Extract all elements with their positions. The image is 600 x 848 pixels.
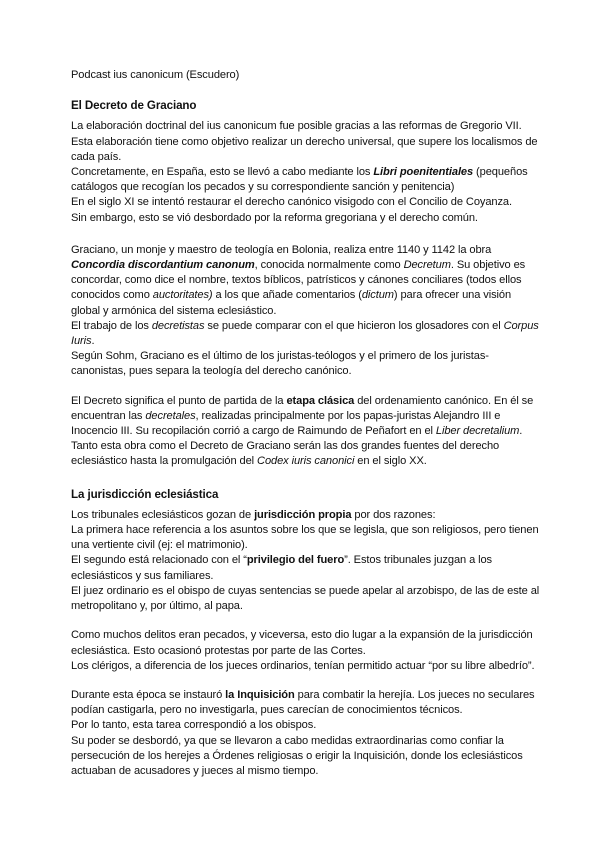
document-header: Podcast ius canonicum (Escudero) (71, 69, 240, 81)
paragraph: En el siglo XI se intentó restaurar el derecho canónico visigodo con el Concilio de Coyanza. (71, 196, 512, 209)
paragraph: Los tribunales eclesiásticos gozan de jurisdicción propia por dos razones: (71, 508, 436, 521)
paragraph: Sin embargo, esto se vió desbordado por la reforma gregoriana y el derecho común. (71, 211, 478, 224)
paragraph: El juez ordinario es el obispo de cuyas sentencias se puede apelar al arzobispo, de las de este al metropolitano y, por último, al papa. (71, 584, 540, 613)
paragraph: El trabajo de los decretistas se puede comparar con el que hicieron los glosadores con el Corpus Iuris. (71, 319, 539, 348)
paragraph: Concretamente, en España, esto se llevó a cabo mediante los Libri poenitentiales (pequeños catálogos que recogían los pecados y su correspondiente sanción y penitencia) (71, 166, 528, 194)
paragraph: El segundo está relacionado con el “privilegio del fuero”. Estos tribunales juzgan a los eclesiásticos y sus familiares. (71, 554, 493, 582)
section-title-jurisdiccion: La jurisdicción eclesiástica (71, 487, 219, 501)
paragraph: Por lo tanto, esta tarea correspondió a los obispos. (71, 719, 317, 732)
paragraph: Como muchos delitos eran pecados, y viceversa, esto dio lugar a la expansión de la jurisdicción eclesiástica. Esto ocasionó protestas por parte de las Cortes. (71, 629, 533, 657)
paragraph: Graciano, un monje y maestro de teología en Bolonia, realiza entre 1140 y 1142 la obra Concordia discordantium canonum, conocida normalmente como Decretum. Su objetivo es concordar, como dice el nombre, textos bíblicos, patrísticos y cánones conciliares (todos ellos conocidos como auctoritates) a los que añade comentarios (dictum) para ofrecer una visión global y armónica del sistema eclesiástico. (71, 243, 526, 317)
paragraph: Los clérigos, a diferencia de los jueces ordinarios, tenían permitido actuar “por su libre albedrío”. (71, 659, 535, 672)
paragraph: La elaboración doctrinal del ius canonicum fue posible gracias a las reformas de Gregorio VII. Esta elaboración tiene como objetivo realizar un derecho universal, que supere los localismos de cada país. (71, 120, 538, 163)
paragraph: Su poder se desbordó, ya que se llevaron a cabo medidas extraordinarias como confiar la persecución de los herejes a Órdenes religiosas o erigir la Inquisición, donde los eclesiásticos actuaban de acusadores y jueces al mismo tiempo. (71, 734, 523, 777)
section-title-decreto: El Decreto de Graciano (71, 99, 197, 113)
paragraph: Según Sohm, Graciano es el último de los juristas-teólogos y el primero de los juristas-canonistas, pues separa la teología del derecho canónico. (71, 350, 489, 378)
document-body (71, 68, 541, 779)
paragraph: El Decreto significa el punto de partida de la etapa clásica del ordenamiento canónico. En él se encuentran las decretales, realizadas principalmente por los papas-juristas Alejandro III e Inocencio III. Su recopilación corrió a cargo de Raimundo de Peñafort en el Liber decretalium. Tanto esta obra como el Decreto de Graciano serán las dos grandes fuentes del derecho eclesiástico hasta la promulgación del Codex iuris canonici en el siglo XX. (71, 394, 534, 468)
paragraph: La primera hace referencia a los asuntos sobre los que se legisla, que son religiosos, pero tienen una vertiente civil (ej: el matrimonio). (71, 524, 539, 552)
paragraph: Durante esta época se instauró la Inquisición para combatir la herejía. Los jueces no seculares podían castigarla, pero no investigarla, pues carecían de conocimientos técnicos. (71, 688, 535, 717)
